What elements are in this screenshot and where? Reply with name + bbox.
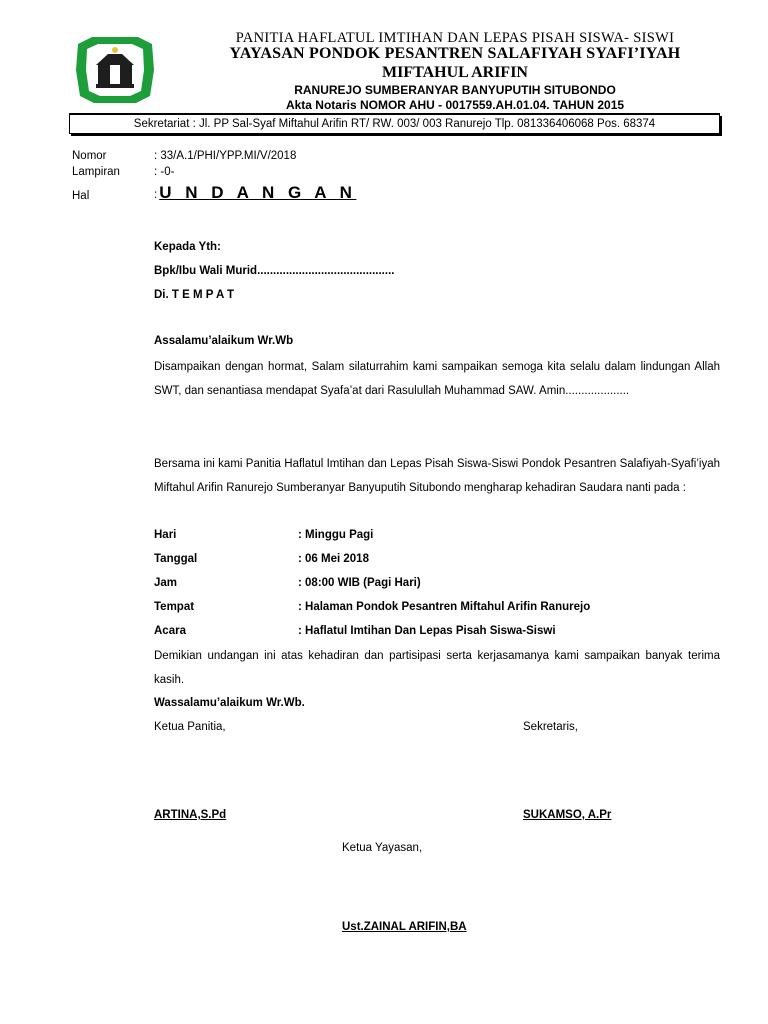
detail-value-tempat: : Halaman Pondok Pesantren Miftahul Arifin Ranurejo xyxy=(298,601,591,613)
foundation-logo xyxy=(74,34,156,106)
letterhead-school: MIFTAHUL ARIFIN xyxy=(382,64,528,81)
hal-colon: : xyxy=(154,189,158,201)
hal-field xyxy=(154,183,356,203)
farewell: Wassalamu’alaikum Wr.Wb. xyxy=(154,697,305,709)
recipient-name: Bpk/Ibu Wali Murid........................................... xyxy=(154,265,395,277)
nomor-value: : 33/A.1/PHI/YPP.MI/V/2018 xyxy=(154,150,297,162)
recipient-salutation: Kepada Yth: xyxy=(154,241,221,253)
greeting: Assalamu’alaikum Wr.Wb xyxy=(154,335,294,347)
opening-paragraph: Disampaikan dengan hormat, Salam silaturrahim kami sampaikan semoga kita selalu dalam lindungan Allah SWT, dan senantiasa mendapat Syafa’at dari Rasulullah Muhammad SAW. Amin.................... xyxy=(154,361,720,397)
secretariat-address: Sekretariat : Jl. PP Sal-Syaf Miftahul Arifin RT/ RW. 003/ 003 Ranurejo Tlp. 081336406068 Pos. 68374 xyxy=(69,114,720,134)
lampiran-value: : -0- xyxy=(154,166,175,178)
detail-label-tempat: Tempat xyxy=(154,601,195,613)
sekretaris-title: Sekretaris, xyxy=(523,721,578,733)
detail-value-jam: : 08:00 WIB (Pagi Hari) xyxy=(298,577,421,589)
letterhead-committee: PANITIA HAFLATUL IMTIHAN DAN LEPAS PISAH SISWA- SISWI xyxy=(235,30,675,46)
detail-value-acara: : Haflatul Imtihan Dan Lepas Pisah Siswa-Siswi xyxy=(298,625,556,637)
ketua-yayasan-title: Ketua Yayasan, xyxy=(342,842,423,854)
detail-value-hari: : Minggu Pagi xyxy=(298,529,374,541)
ketua-panitia-name: ARTINA,S.Pd xyxy=(154,809,227,821)
subject-title: U N D A N G A N xyxy=(159,183,357,202)
ketua-panitia-title: Ketua Panitia, xyxy=(154,721,226,733)
detail-label-acara: Acara xyxy=(154,625,186,637)
detail-label-jam: Jam xyxy=(154,577,178,589)
recipient-place: Di. T E M P A T xyxy=(154,289,235,301)
lampiran-label: Lampiran xyxy=(72,166,120,178)
nomor-label: Nomor xyxy=(72,150,107,162)
ketua-yayasan-name: Ust.ZAINAL ARIFIN,BA xyxy=(342,921,467,933)
detail-label-hari: Hari xyxy=(154,529,177,541)
detail-label-tanggal: Tanggal xyxy=(154,553,198,565)
letterhead-notary: Akta Notaris NOMOR AHU - 0017559.AH.01.04. TAHUN 2015 xyxy=(285,98,625,112)
sekretaris-name: SUKAMSO, A.Pr xyxy=(523,809,612,821)
hal-label: Hal xyxy=(72,190,90,202)
letterhead-location: RANUREJO SUMBERANYAR BANYUPUTIH SITUBONDO xyxy=(294,83,616,97)
detail-value-tanggal: : 06 Mei 2018 xyxy=(298,553,369,565)
letterhead-foundation: YAYASAN PONDOK PESANTREN SALAFIYAH SYAFI’IYAH xyxy=(229,45,681,62)
invitation-paragraph: Bersama ini kami Panitia Haflatul Imtihan dan Lepas Pisah Siswa-Siswi Pondok Pesantren Salafiyah-Syafi’iyah Miftahul Arifin Ranurejo Sumberanyar Banyuputih Situbondo mengharap kehadiran Saudara nanti pada : xyxy=(154,458,720,494)
closing-paragraph: Demikian undangan ini atas kehadiran dan partisipasi serta kerjasamanya kami sampaikan banyak terima kasih. xyxy=(154,650,720,686)
